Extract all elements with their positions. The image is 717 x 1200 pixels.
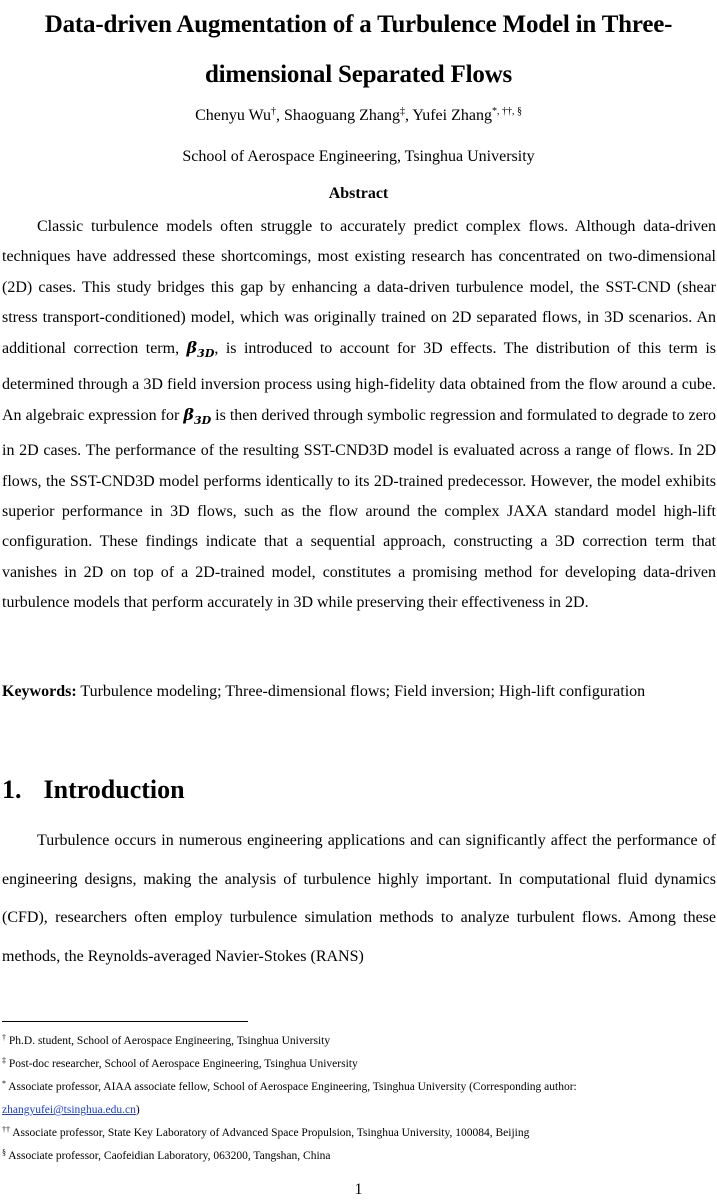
title-line-1: Data-driven Augmentation of a Turbulence Model in Three- <box>44 11 673 38</box>
footnote-mark: ‡ <box>2 1056 6 1065</box>
abstract-heading: Abstract <box>328 185 389 202</box>
affiliation: School of Aerospace Engineering, Tsinghua University <box>182 148 535 165</box>
email-close-paren: ) <box>135 1104 140 1116</box>
footnote <box>2 1076 716 1099</box>
author-mark: † <box>271 106 277 117</box>
beta-symbol: β <box>186 338 198 358</box>
beta-3d-symbol <box>183 404 212 428</box>
author-name: Chenyu Wu <box>195 107 272 124</box>
footnote <box>2 1122 716 1145</box>
footnote <box>2 1053 716 1076</box>
author-name: Shaoguang Zhang <box>284 107 400 124</box>
author-name: Yufei Zhang <box>412 107 492 124</box>
keywords-text: Turbulence modeling; Three-dimensional flows; Field inversion; High-lift configuration <box>76 683 646 700</box>
footnote-mark: †† <box>2 1125 10 1134</box>
footnote <box>2 1030 716 1053</box>
beta-symbol: β <box>183 404 194 424</box>
footnote-mark: § <box>2 1148 6 1157</box>
beta-3d-symbol <box>186 338 215 361</box>
paper-title <box>0 0 717 100</box>
keywords <box>2 677 716 707</box>
footnote <box>2 1145 716 1168</box>
author-list <box>0 104 717 128</box>
footnote-divider <box>2 1021 248 1022</box>
footnote-text: Associate professor, Caofeidian Laboratory, 063200, Tangshan, China <box>6 1150 331 1162</box>
introduction-paragraph: Turbulence occurs in numerous engineering applications and can significantly affect the performance of engineering designs, making the analysis of turbulence highly important. In computational fluid dynamics (CFD), researchers often employ turbulence simulation methods to analyze turbulent flows. Among these methods, the Reynolds-averaged Navier-Stokes (RANS) <box>2 832 716 965</box>
author-mark: ‡ <box>400 106 405 117</box>
footnote-text: Post-doc researcher, School of Aerospace Engineering, Tsinghua University <box>6 1058 358 1070</box>
section-title: Introduction <box>43 775 185 804</box>
section-number: 1. <box>2 775 22 804</box>
abstract-text-3: is then derived through symbolic regression and formulated to degrade to zero in 2D cases. The performance of the resulting SST-CND3D model is evaluated across a range of flows. In 2D flows, the SST-CND3D model performs identically to its 2D-trained predecessor. However, the model exhibits superior performance in 3D flows, such as the flow around the complex JAXA standard model high-lift configuration. These findings indicate that a sequential approach, constructing a 3D correction term that vanishes in 2D on top of a 2D-trained model, constitutes a promising method for developing data-driven turbulence models that perform accurately in 3D while preserving their effectiveness in 2D. <box>2 406 716 611</box>
corresponding-email-link[interactable]: zhangyufei@tsinghua.edu.cn <box>2 1104 136 1116</box>
footnote-mark: † <box>2 1033 6 1042</box>
author-separator: , <box>405 107 413 124</box>
author-mark: *, ††, § <box>491 106 522 117</box>
footnote-email-line <box>2 1099 716 1122</box>
footnote-text: Associate professor, AIAA associate fellow, School of Aerospace Engineering, Tsinghua University (Corresponding author: <box>6 1081 577 1093</box>
footnote-text: Associate professor, State Key Laboratory of Advanced Space Propulsion, Tsinghua University, 100084, Beijing <box>10 1127 530 1139</box>
abstract-text-1: Classic turbulence models often struggle to accurately predict complex flows. Although data-driven techniques have addressed these shortcomings, most existing research has concentrated on two-dimensional (2D) cases. This study bridges this gap by enhancing a data-driven turbulence model, the SST-CND (shear stress transport-conditioned) model, which was originally trained on 2D separated flows, in 3D scenarios. An additional correction term, <box>2 218 716 358</box>
title-line-2: dimensional Separated Flows <box>204 61 513 88</box>
abstract-body <box>2 212 716 618</box>
section-heading-introduction <box>2 770 185 810</box>
footnote-text: Ph.D. student, School of Aerospace Engineering, Tsinghua University <box>6 1035 331 1047</box>
beta-subscript: 3D <box>193 414 212 428</box>
footnotes <box>2 1030 716 1168</box>
beta-subscript: 3D <box>197 347 215 361</box>
footnote-mark: * <box>2 1079 6 1088</box>
author-separator: , <box>276 107 285 124</box>
page-number: 1 <box>354 1181 363 1198</box>
abstract-text-2: , is introduced to account for 3D effects. The distribution of this term is determined through a 3D field inversion process using high-fidelity data obtained from the flow around a cube. An algebraic expression for <box>2 340 717 424</box>
keywords-label: Keywords: <box>2 683 77 700</box>
